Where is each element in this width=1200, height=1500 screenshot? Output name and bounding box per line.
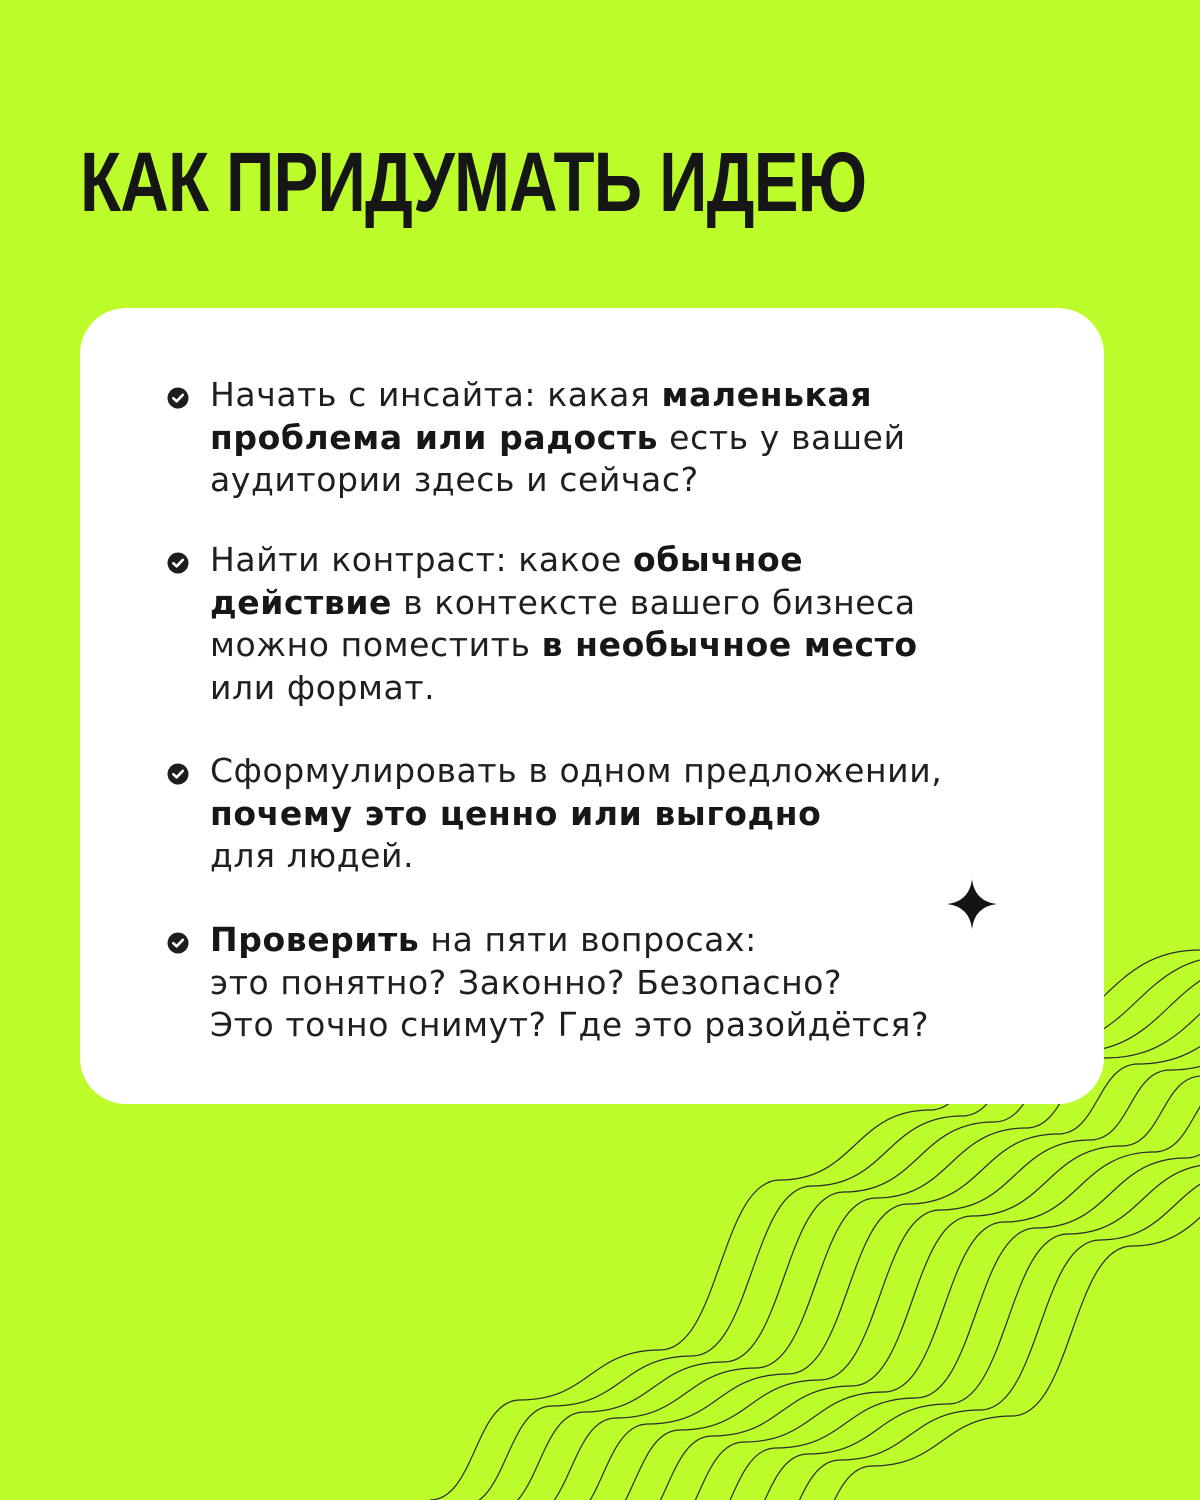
plain-text: аудитории здесь и сейчас? [210,460,699,499]
plain-text: Начать с инсайта: какая [210,375,662,414]
emphasis-text: Проверить [210,920,420,959]
tips-card [80,308,1104,1104]
tip-text-4 [210,919,1090,1047]
plain-text: для людей. [210,836,415,875]
page-title: КАК ПРИДУМАТЬ ИДЕЮ [80,135,867,229]
emphasis-text: проблема или радость [210,417,659,457]
emphasis-text: в необычное место [541,625,918,664]
plain-text: Сформулировать в одном предложении, [210,751,943,790]
check-circle-icon [167,552,189,574]
check-circle-icon [167,387,189,409]
check-circle-icon [167,932,189,954]
emphasis-text: действие [210,582,393,622]
plain-text: можно поместить [210,625,542,664]
plain-text: есть у вашей [658,417,906,457]
tip-text-1 [210,374,1090,502]
emphasis-text: обычное [632,540,804,579]
plain-text: Найти контраст: какое [210,540,633,579]
sparkle-icon [946,878,998,930]
plain-text: Это точно снимут? Где это разойдётся? [210,1005,930,1044]
plain-text: на пяти вопросах: [419,920,757,959]
plain-text: это понятно? Законно? Безопасно? [210,962,843,1002]
tip-text-2 [210,539,1090,709]
check-circle-icon [167,763,189,785]
plain-text: в контексте вашего бизнеса [392,582,916,622]
tip-text-3 [210,750,1090,878]
emphasis-text: почему это ценно или выгодно [210,793,822,833]
plain-text: или формат. [210,667,436,707]
emphasis-text: маленькая [661,375,873,414]
